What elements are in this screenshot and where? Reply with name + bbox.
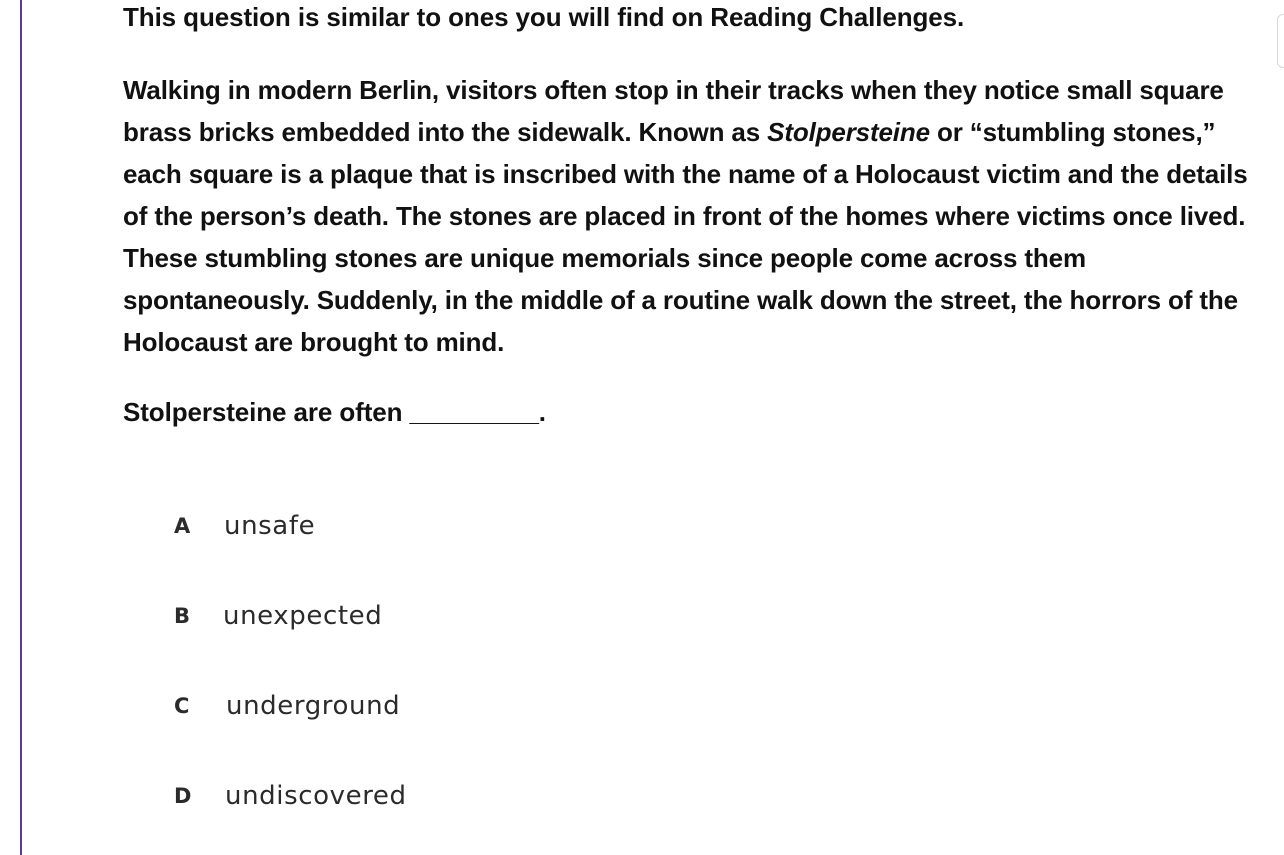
- left-border-line: [20, 0, 22, 855]
- choice-text: unsafe: [224, 511, 316, 541]
- reading-passage: [123, 69, 1258, 363]
- choice-letter: C: [174, 694, 190, 718]
- question-content: [123, 0, 1258, 433]
- choice-text: undiscovered: [225, 781, 407, 811]
- choice-text: underground: [226, 691, 401, 721]
- answer-choices: [174, 481, 774, 841]
- answer-choice-b[interactable]: [174, 571, 774, 661]
- question-stem: Stolpersteine are often _________.: [123, 397, 546, 427]
- choice-letter: D: [174, 784, 192, 808]
- choice-letter: A: [174, 514, 191, 538]
- choice-text: unexpected: [223, 601, 383, 631]
- answer-choice-a[interactable]: [174, 481, 774, 571]
- passage-italic-term: Stolpersteine: [767, 117, 930, 147]
- answer-choice-c[interactable]: [174, 661, 774, 751]
- intro-text: This question is similar to ones you will find on Reading Challenges.: [123, 2, 965, 32]
- choice-letter: B: [174, 604, 191, 628]
- passage-text-start: Walking in modern Berlin, visitors often stop in their tracks when they notice small square brass bricks embedded into the sidewalk. Known as: [123, 75, 1224, 147]
- passage-text-end: or “stumbling stones,” each square is a plaque that is inscribed with the name of a Holocaust victim and the details of the person’s death. The stones are placed in front of the homes where victims once lived. These stumbling stones are unique memorials since people come across them spontaneously. Suddenly, in the middle of a routine walk down the street, the horrors of the Holocaust are brought to mind.: [123, 117, 1248, 357]
- answer-choice-d[interactable]: [174, 751, 774, 841]
- right-edge-tab: [1277, 14, 1284, 68]
